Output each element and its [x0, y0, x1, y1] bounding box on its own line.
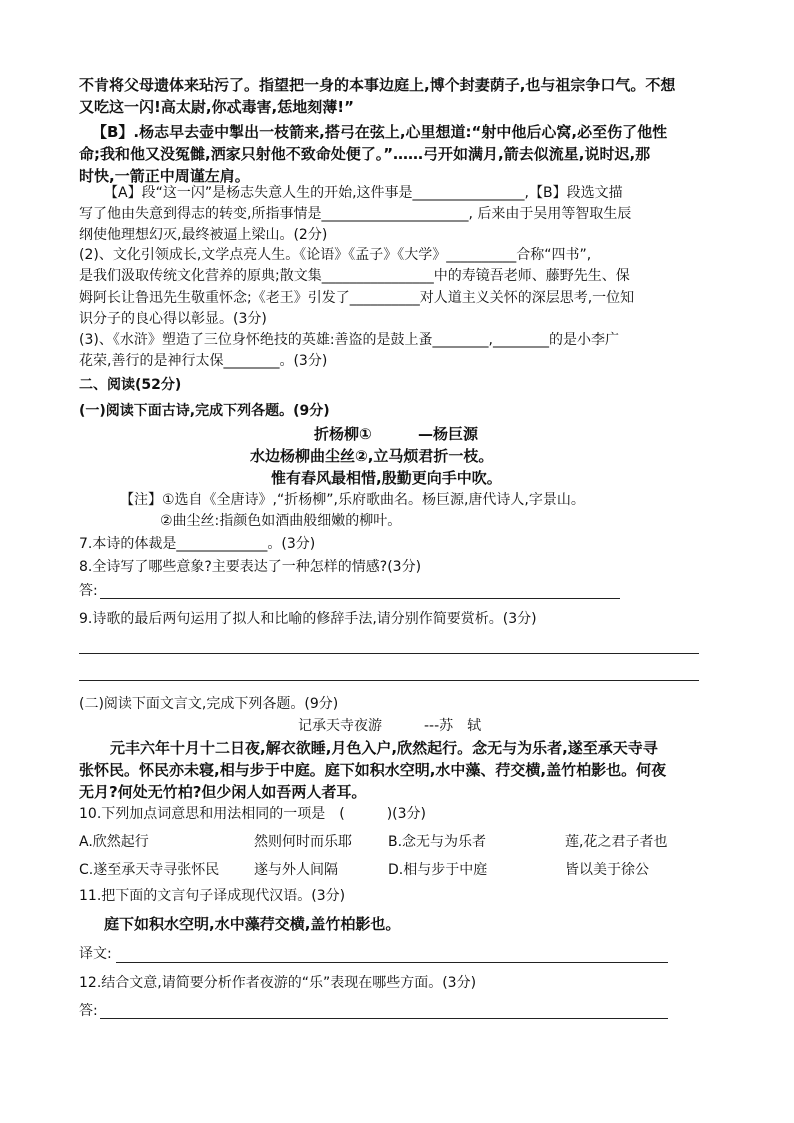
question-10: 10.下列加点词意思和用法相同的一项是 ( )(3分) [79, 806, 427, 822]
excerpt-line: 不肯将父母遗体来玷污了。指望把一身的本事边庭上,博个封妻荫子,也与祖宗争口气。不想 [79, 76, 676, 94]
section-heading: 二、阅读(52分) [79, 377, 182, 393]
question-line: 是我们汲取传统文化营养的原典;散文集________________中的寿镜吾老师、藤野先生、保 [79, 268, 630, 284]
answer-line[interactable] [100, 598, 620, 599]
excerpt-line: 命;我和他又没冤雠,洒家只射他不致命处便了。”……弓开如满月,箭去似流星,说时迟,那 [79, 145, 651, 163]
question-12: 12.结合文意,请简要分析作者夜游的“乐”表现在哪些方面。(3分) [79, 975, 477, 991]
prose-line: 张怀民。怀民亦未寝,相与步于中庭。庭下如积水空明,水中藻、荇交横,盖竹柏影也。何夜 [79, 761, 667, 779]
option-c-left: C.遂至承天寺寻张怀民 [79, 862, 220, 878]
poem-note: ②曲尘丝:指颜色如酒曲般细嫩的柳叶。 [160, 513, 402, 529]
question-line: 姆阿长让鲁迅先生敬重怀念;《老王》引发了__________对人道主义关怀的深层思考,一位知 [79, 290, 635, 306]
question-7: 7.本诗的体裁是_____________。(3分) [79, 536, 316, 552]
answer-label: 译文: [79, 946, 112, 962]
answer-label: 答: [79, 1003, 98, 1019]
prose-title: 记承天寺夜游 [298, 718, 382, 734]
answer-label: 答: [79, 583, 98, 599]
answer-line[interactable] [100, 1018, 668, 1019]
question-line: 识分子的良心得以彰显。(3分) [79, 311, 267, 327]
question-9: 9.诗歌的最后两句运用了拟人和比喻的修辞手法,请分别作简要赏析。(3分) [79, 611, 537, 627]
option-b-right: 莲,花之君子者也 [565, 834, 668, 850]
option-d-right: 皆以美于徐公 [565, 862, 649, 878]
question-line: 纲使他理想幻灭,最终被逼上梁山。(2分) [79, 227, 328, 243]
question-line: (2)、文化引领成长,文学点亮人生。《论语》《孟子》《大学》__________合称“四书”, [79, 247, 592, 263]
poem-author: —杨巨源 [418, 425, 479, 443]
question-line: (3)、《水浒》塑造了三位身怀绝技的英雄:善盗的是鼓上蚤________,________的是小李广 [79, 332, 619, 348]
answer-line[interactable] [79, 680, 699, 681]
question-line: 【A】段“这一闪”是杨志失意人生的开始,这件事是________________,【B】段选文描 [104, 185, 623, 201]
option-d-left: D.相与步于中庭 [388, 862, 488, 878]
part-heading: (二)阅读下面文言文,完成下列各题。(9分) [79, 696, 339, 712]
poem-title: 折杨柳① [314, 425, 372, 443]
answer-line[interactable] [116, 962, 668, 963]
prose-author: ---苏 轼 [424, 718, 482, 734]
question-11: 11.把下面的文言句子译成现代汉语。(3分) [79, 888, 346, 904]
translation-sentence: 庭下如积水空明,水中藻荇交横,盖竹柏影也。 [104, 915, 401, 933]
excerpt-line: 时快,一箭正中周谨左肩。 [79, 167, 250, 185]
excerpt-line: 又吃这一闪!高太尉,你忒毒害,恁地刻薄!” [79, 98, 354, 116]
poem-note: 【注】①选自《全唐诗》,“折杨柳”,乐府歌曲名。杨巨源,唐代诗人,字景山。 [120, 492, 585, 508]
part-heading: (一)阅读下面古诗,完成下列各题。(9分) [79, 403, 330, 419]
option-a-right: 然则何时而乐耶 [254, 834, 352, 850]
option-b-left: B.念无与为乐者 [388, 834, 487, 850]
poem-line: 水边杨柳曲尘丝②,立马烦君折一枝。 [250, 447, 494, 465]
answer-line[interactable] [79, 653, 699, 654]
prose-line: 无月?何处无竹柏?但少闲人如吾两人者耳。 [79, 783, 367, 801]
excerpt-line: 【B】.杨志早去壶中掣出一枝箭来,搭弓在弦上,心里想道:“射中他后心窝,必至伤了他性 [92, 123, 668, 141]
question-line: 花荣,善行的是神行太保________。(3分) [79, 353, 328, 369]
option-a-left: A.欣然起行 [79, 834, 149, 850]
poem-line: 惟有春风最相惜,殷勤更向手中吹。 [271, 469, 502, 487]
option-c-right: 遂与外人间隔 [254, 862, 338, 878]
question-line: 写了他由失意到得志的转变,所指事情是_____________________, 后来由于吴用等智取生辰 [79, 206, 632, 222]
prose-line: 元丰六年十月十二日夜,解衣欲睡,月色入户,欣然起行。念无与为乐者,遂至承天寺寻 [110, 739, 658, 757]
question-8: 8.全诗写了哪些意象?主要表达了一种怎样的情感?(3分) [79, 559, 422, 575]
